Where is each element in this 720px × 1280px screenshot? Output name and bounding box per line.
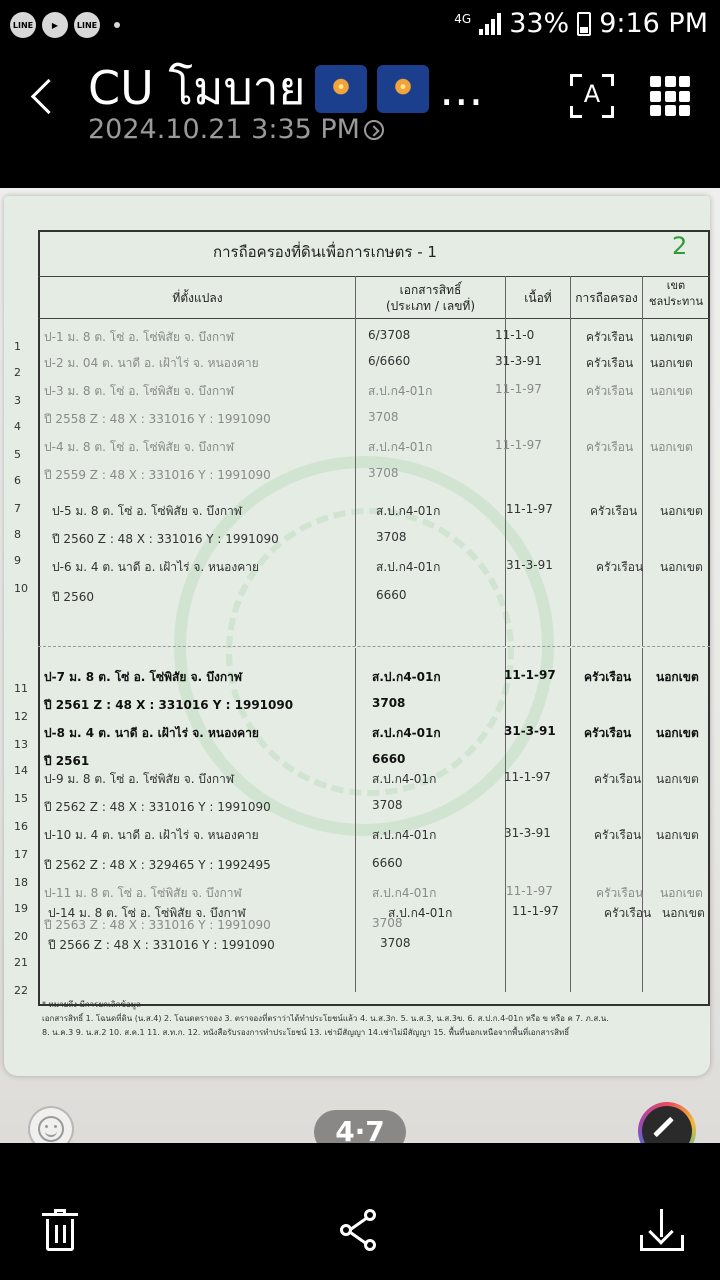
cell-area: 11-1-0 (495, 328, 535, 342)
row-number: 15 (14, 792, 28, 805)
text-recognition-icon: A (583, 80, 601, 108)
row-number: 11 (14, 682, 28, 695)
battery-percent: 33% (509, 8, 570, 39)
cell-holding: ครัวเรือน (586, 330, 634, 344)
cell-doc: ส.ป.ก4-01ก (388, 906, 453, 920)
cell-location: ปี 2561 Z : 48 X : 331016 Y : 1991090 (44, 698, 294, 712)
back-arrow-icon[interactable] (22, 70, 62, 124)
cell-holding: ครัวเรือน (594, 772, 642, 786)
header-zone-line1: เขต (666, 279, 686, 292)
download-icon[interactable] (640, 1209, 684, 1253)
cell-zone: นอกเขต (650, 330, 693, 344)
cell-holding: ครัวเรือน (586, 440, 634, 454)
network-type: 4G (454, 11, 472, 26)
document-title: การถือครองที่ดินเพื่อการเกษตร - 1 (213, 243, 437, 261)
cell-location: ป-2 ม. 04 ต. นาดี อ. เฝ้าไร่ จ. หนองคาย (44, 356, 259, 370)
cell-doc: 3708 (372, 798, 403, 812)
cell-doc: 6660 (372, 752, 406, 766)
cell-holding: ครัวเรือน (586, 384, 634, 398)
cell-location: ปี 2562 Z : 48 X : 331016 Y : 1991090 (44, 800, 271, 814)
cell-zone: นอกเขต (660, 504, 703, 518)
status-notifications (10, 12, 120, 38)
cell-area: 11-1-97 (512, 904, 559, 918)
cell-holding: ครัวเรือน (604, 906, 652, 920)
grid-menu-icon[interactable] (650, 76, 690, 116)
cell-zone: นอกเขต (650, 384, 693, 398)
cell-holding: ครัวเรือน (586, 356, 634, 370)
cell-area: 11-1-97 (506, 502, 553, 516)
footnote-doc-types-2: 8. น.ค.3 9. น.ส.2 10. ส.ค.1 11. ส.ท.ก. 12. หนังสือรับรองการทำประโยชน์ 13. เช่ามีสัญญา 14.เช่าไม่มีสัญญา 15. พื้นที่นอกเหนือจากพื้นที่เอกสารสิทธิ์ (42, 1028, 570, 1037)
photo-date-text: 2024.10.21 3:35 PM (88, 114, 360, 145)
cell-location: ป-7 ม. 8 ต. โซ่ อ. โซ่พิสัย จ. บึงกาฬ (44, 670, 243, 684)
cell-zone: นอกเขต (656, 670, 699, 684)
line-video-icon: ▶ (42, 12, 68, 38)
row-number: 13 (14, 738, 28, 751)
cell-location: ป-5 ม. 8 ต. โซ่ อ. โซ่พิสัย จ. บึงกาฬ (52, 504, 243, 518)
row-number: 3 (14, 394, 21, 407)
cell-location: ปี 2563 Z : 48 X : 331016 Y : 1991090 (44, 918, 271, 932)
row-number: 2 (14, 366, 21, 379)
header-doc-line1: เอกสารสิทธิ์ (399, 283, 462, 297)
cell-doc: 3708 (372, 696, 406, 710)
row-number: 7 (14, 502, 21, 515)
row-number: 16 (14, 820, 28, 833)
cell-doc: ส.ป.ก4-01ก (372, 670, 441, 684)
firework-emoji-icon (315, 65, 367, 113)
cell-area: 11-1-97 (504, 668, 556, 682)
cell-doc: ส.ป.ก4-01ก (376, 560, 441, 574)
cell-zone: นอกเขต (650, 440, 693, 454)
header-holding: การถือครอง (575, 291, 638, 305)
footnote-doc-types-1: เอกสารสิทธิ์ 1. โฉนดที่ดิน (น.ส.4) 2. โฉนดตราจอง 3. ตราจองที่ตราว่าได้ทำประโยชน์แล้ว 4. น.ส.3ก. 5. น.ส.3, น.ส.3ข. 6. ส.ป.ก.4-01ก หรือ ข หรือ ค 7. ภ.ส.น. (42, 1014, 609, 1023)
row-number: 10 (14, 582, 28, 595)
header-location: ที่ตั้งแปลง (172, 291, 223, 305)
cell-location: ป-3 ม. 8 ต. โซ่ อ. โซ่พิสัย จ. บึงกาฬ (44, 384, 235, 398)
cell-location: ป-11 ม. 8 ต. โซ่ อ. โซ่พิสัย จ. บึงกาฬ (44, 886, 242, 900)
row-number: 21 (14, 956, 28, 969)
cell-doc: ส.ป.ก4-01ก (368, 440, 433, 454)
bottom-action-bar (0, 1143, 720, 1280)
cell-holding: ครัวเรือน (590, 504, 638, 518)
cell-location: ป-1 ม. 8 ต. โซ่ อ. โซ่พิสัย จ. บึงกาฬ (44, 330, 235, 344)
cell-doc: 3708 (376, 530, 407, 544)
cell-area: 11-1-97 (506, 884, 553, 898)
notification-dot (114, 22, 120, 28)
cell-holding: ครัวเรือน (584, 670, 632, 684)
cell-doc: ส.ป.ก4-01ก (376, 504, 441, 518)
cell-location: ปี 2560 Z : 48 X : 331016 Y : 1991090 (52, 532, 279, 546)
row-number: 18 (14, 876, 28, 889)
firework-emoji-icon-2 (377, 65, 429, 113)
cell-holding: ครัวเรือน (596, 886, 644, 900)
line-app-icon: LINE (10, 12, 36, 38)
row-number: 6 (14, 474, 21, 487)
battery-icon (577, 12, 591, 36)
share-icon[interactable] (340, 1209, 380, 1253)
cell-doc: 6660 (372, 856, 403, 870)
line-app-icon-2: LINE (74, 12, 100, 38)
document-footnotes (42, 998, 692, 1040)
cell-doc: 3708 (372, 916, 403, 930)
cell-area: 11-1-97 (495, 382, 542, 396)
image-pager: 4·7 (314, 1110, 406, 1143)
status-bar (0, 0, 720, 50)
cell-doc: 3708 (380, 936, 411, 950)
row-number: 20 (14, 930, 28, 943)
cell-zone: นอกเขต (656, 772, 699, 786)
cell-location: ปี 2560 (52, 590, 94, 604)
cell-location: ป-10 ม. 4 ต. นาดี อ. เฝ้าไร่ จ. หนองคาย (44, 828, 259, 842)
document-page-number: 2 (672, 232, 688, 260)
row-number: 12 (14, 710, 28, 723)
row-number: 9 (14, 554, 21, 567)
cell-location: ป-14 ม. 8 ต. โซ่ อ. โซ่พิสัย จ. บึงกาฬ (48, 906, 246, 920)
cell-area: 31-3-91 (504, 724, 556, 738)
cell-doc: 3708 (368, 466, 399, 480)
row-number: 4 (14, 420, 21, 433)
chevron-right-icon (364, 120, 384, 140)
title-ellipsis: ... (439, 61, 484, 116)
cell-location: ป-8 ม. 4 ต. นาดี อ. เฝ้าไร่ จ. หนองคาย (44, 726, 259, 740)
chat-title-text: CU โมบาย (88, 61, 306, 115)
cell-doc: ส.ป.ก4-01ก (368, 384, 433, 398)
cell-zone: นอกเขต (662, 906, 705, 920)
cell-location: ปี 2566 Z : 48 X : 331016 Y : 1991090 (48, 938, 275, 952)
status-right (454, 8, 708, 39)
header-area: เนื้อที่ (524, 291, 552, 305)
cell-area: 31-3-91 (495, 354, 542, 368)
header-doc-line2: (ประเภท / เลขที่) (385, 299, 476, 313)
cell-doc: ส.ป.ก4-01ก (372, 886, 437, 900)
clock: 9:16 PM (599, 8, 708, 39)
header-zone-line2: ชลประทาน (649, 295, 703, 308)
cell-zone: นอกเขต (656, 828, 699, 842)
edit-button[interactable] (638, 1102, 696, 1143)
cell-doc: ส.ป.ก4-01ก (372, 726, 441, 740)
cell-area: 11-1-97 (495, 438, 542, 452)
row-number: 5 (14, 448, 21, 461)
cell-holding: ครัวเรือน (584, 726, 632, 740)
trash-icon[interactable] (42, 1209, 78, 1251)
cell-holding: ครัวเรือน (594, 828, 642, 842)
signal-icon (479, 13, 501, 35)
cell-area: 31-3-91 (504, 826, 551, 840)
cell-location: ป-4 ม. 8 ต. โซ่ อ. โซ่พิสัย จ. บึงกาฬ (44, 440, 235, 454)
row-number: 8 (14, 528, 21, 541)
cell-doc: ส.ป.ก4-01ก (372, 772, 437, 786)
row-number: 14 (14, 764, 28, 777)
photo-viewer[interactable] (0, 188, 720, 1143)
cell-location: ปี 2558 Z : 48 X : 331016 Y : 1991090 (44, 412, 271, 426)
footnote-cancel: * หมายถึง มีการยกเลิกข้อมูล (42, 1000, 141, 1009)
cell-holding: ครัวเรือน (596, 560, 644, 574)
cell-location: ปี 2559 Z : 48 X : 331016 Y : 1991090 (44, 468, 271, 482)
cell-zone: นอกเขต (660, 560, 703, 574)
cell-doc: ส.ป.ก4-01ก (372, 828, 437, 842)
photo-date[interactable] (88, 114, 384, 145)
cell-location: ป-6 ม. 4 ต. นาดี อ. เฝ้าไร่ จ. หนองคาย (52, 560, 259, 574)
cell-doc: 6/3708 (368, 328, 411, 342)
emoji-icon (38, 1116, 64, 1142)
cell-doc: 6/6660 (368, 354, 411, 368)
emoji-reaction-button[interactable] (28, 1106, 74, 1143)
row-number: 17 (14, 848, 28, 861)
cell-location: ปี 2561 (44, 754, 90, 768)
cell-area: 11-1-97 (504, 770, 551, 784)
cell-area: 31-3-91 (506, 558, 553, 572)
row-number: 19 (14, 902, 28, 915)
cell-location: ป-9 ม. 8 ต. โซ่ อ. โซ่พิสัย จ. บึงกาฬ (44, 772, 235, 786)
cell-location: ปี 2562 Z : 48 X : 329465 Y : 1992495 (44, 858, 271, 872)
cell-zone: นอกเขต (660, 886, 703, 900)
row-number: 22 (14, 984, 28, 997)
cell-doc: 3708 (368, 410, 399, 424)
text-recognition-button[interactable] (570, 74, 614, 118)
cell-zone: นอกเขต (656, 726, 699, 740)
row-number: 1 (14, 340, 21, 353)
cell-doc: 6660 (376, 588, 407, 602)
cell-zone: นอกเขต (650, 356, 693, 370)
